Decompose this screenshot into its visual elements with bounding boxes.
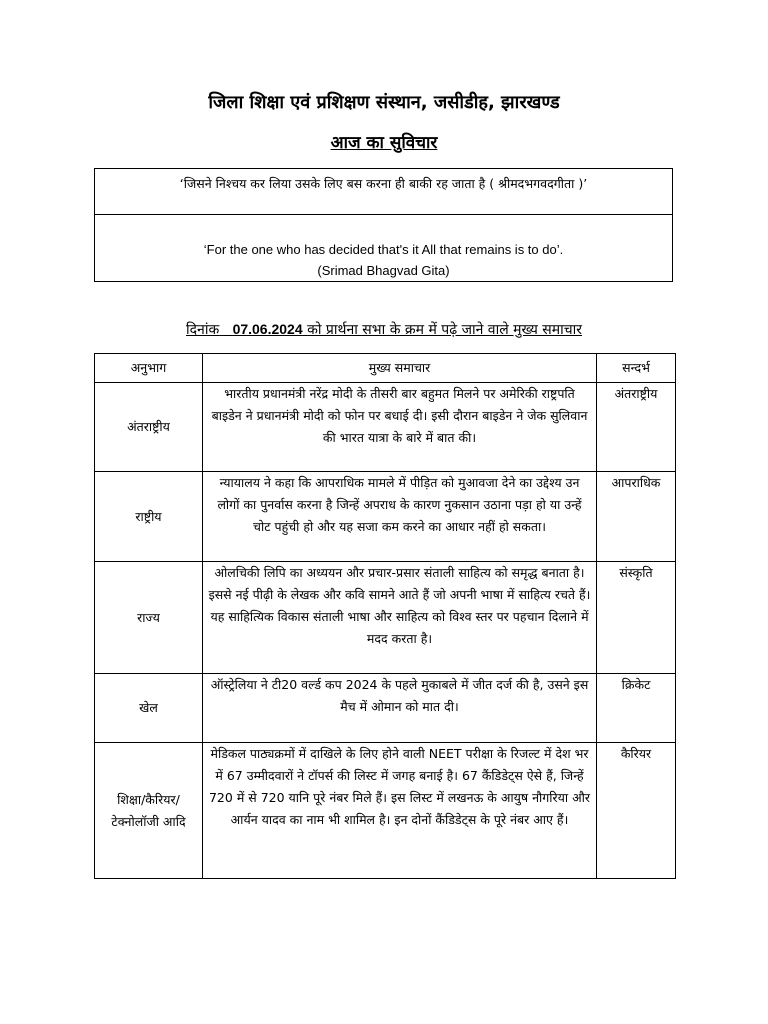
- reference-cell: कैरियर: [597, 743, 676, 879]
- news-heading-prefix: दिनांक: [185, 322, 220, 338]
- table-row: [95, 562, 676, 674]
- news-date: 07.06.2024: [232, 321, 303, 337]
- thought-english-source: (Srimad Bhagvad Gita): [317, 263, 450, 278]
- headline-cell: न्यायालय ने कहा कि आपराधिक मामले में पीड़ित को मुआवजा देने का उद्देश्य उन लोगों का पुनर्वास करना है जिन्हें अपराध के कारण नुकसान उठाना पड़ा हो या उन्हें चोट पहुंची हो और यह सजा कम करने का आधार नहीं हो सकता।: [203, 472, 597, 562]
- reference-cell: संस्कृति: [597, 562, 676, 674]
- headline-cell: मेडिकल पाठ्यक्रमों में दाखिले के लिए होने वाली NEET परीक्षा के रिजल्ट में देश भर में 67 उम्मीदवारों ने टॉपर्स की लिस्ट में जगह बनाई है। 67 कैंडिडेट्स ऐसे हैं, जिन्हें 720 में से 720 यानि पूरे नंबर मिले हैं। इस लिस्ट में लखनऊ के आयुष नौगरिया और आर्यन यादव का नाम भी शामिल है। इन दोनों कैंडिडेट्स के पूरे नंबर आए हैं।: [203, 743, 597, 879]
- reference-cell: क्रिकेट: [597, 674, 676, 743]
- table-row: [95, 674, 676, 743]
- headline-cell: ओलचिकी लिपि का अध्ययन और प्रचार-प्रसार संताली साहित्य को समृद्ध बनाता है। इससे नई पीढ़ी के लेखक और कवि सामने आते हैं जो अपनी भाषा में साहित्य रचते हैं। यह साहित्यिक विकास संताली भाषा और साहित्य को विश्व स्तर पर पहचान दिलाने में मदद करता है।: [203, 562, 597, 674]
- column-header-headline: मुख्य समाचार: [203, 354, 597, 383]
- thought-english: [95, 215, 672, 281]
- thought-box: [94, 168, 673, 282]
- section-cell: शिक्षा/कैरियर/टेक्नोलॉजी आदि: [95, 743, 203, 879]
- thought-heading: आज का सुविचार: [330, 133, 438, 153]
- news-table: [94, 353, 676, 879]
- section-cell: राज्य: [95, 562, 203, 674]
- headline-cell: ऑस्ट्रेलिया ने टी20 वर्ल्ड कप 2024 के पहले मुकाबले में जीत दर्ज की है, उसने इस मैच में ओमान को मात दी।: [203, 674, 597, 743]
- thought-english-quote: ‘For the one who has decided that's it All that remains is to do’.: [203, 242, 564, 257]
- column-header-reference: सन्दर्भ: [597, 354, 676, 383]
- column-header-section: अनुभाग: [95, 354, 203, 383]
- section-cell: अंतराष्ट्रीय: [95, 383, 203, 472]
- table-header-row: [95, 354, 676, 383]
- thought-hindi: ‘जिसने निश्चय कर लिया उसके लिए बस करना ही बाकी रह जाता है ( श्रीमदभगवदगीता )’: [95, 169, 672, 215]
- table-row: [95, 472, 676, 562]
- section-cell: राष्ट्रीय: [95, 472, 203, 562]
- reference-cell: अंतराष्ट्रीय: [597, 383, 676, 472]
- table-row: [95, 383, 676, 472]
- table-row: [95, 743, 676, 879]
- news-heading-suffix: को प्रार्थना सभा के क्रम में पढ़े जाने वाले मुख्य समाचार: [307, 322, 582, 338]
- institute-title: जिला शिक्षा एवं प्रशिक्षण संस्थान, जसीडीह, झारखण्ड: [208, 92, 560, 113]
- news-heading: [0, 318, 768, 341]
- section-cell: खेल: [95, 674, 203, 743]
- headline-cell: भारतीय प्रधानमंत्री नरेंद्र मोदी के तीसरी बार बहुमत मिलने पर अमेरिकी राष्ट्रपति बाइडेन ने प्रधानमंत्री मोदी को फोन पर बधाई दी। इसी दौरान बाइडेन ने जेक सुलिवान की भारत यात्रा के बारे में बात की।: [203, 383, 597, 472]
- reference-cell: आपराधिक: [597, 472, 676, 562]
